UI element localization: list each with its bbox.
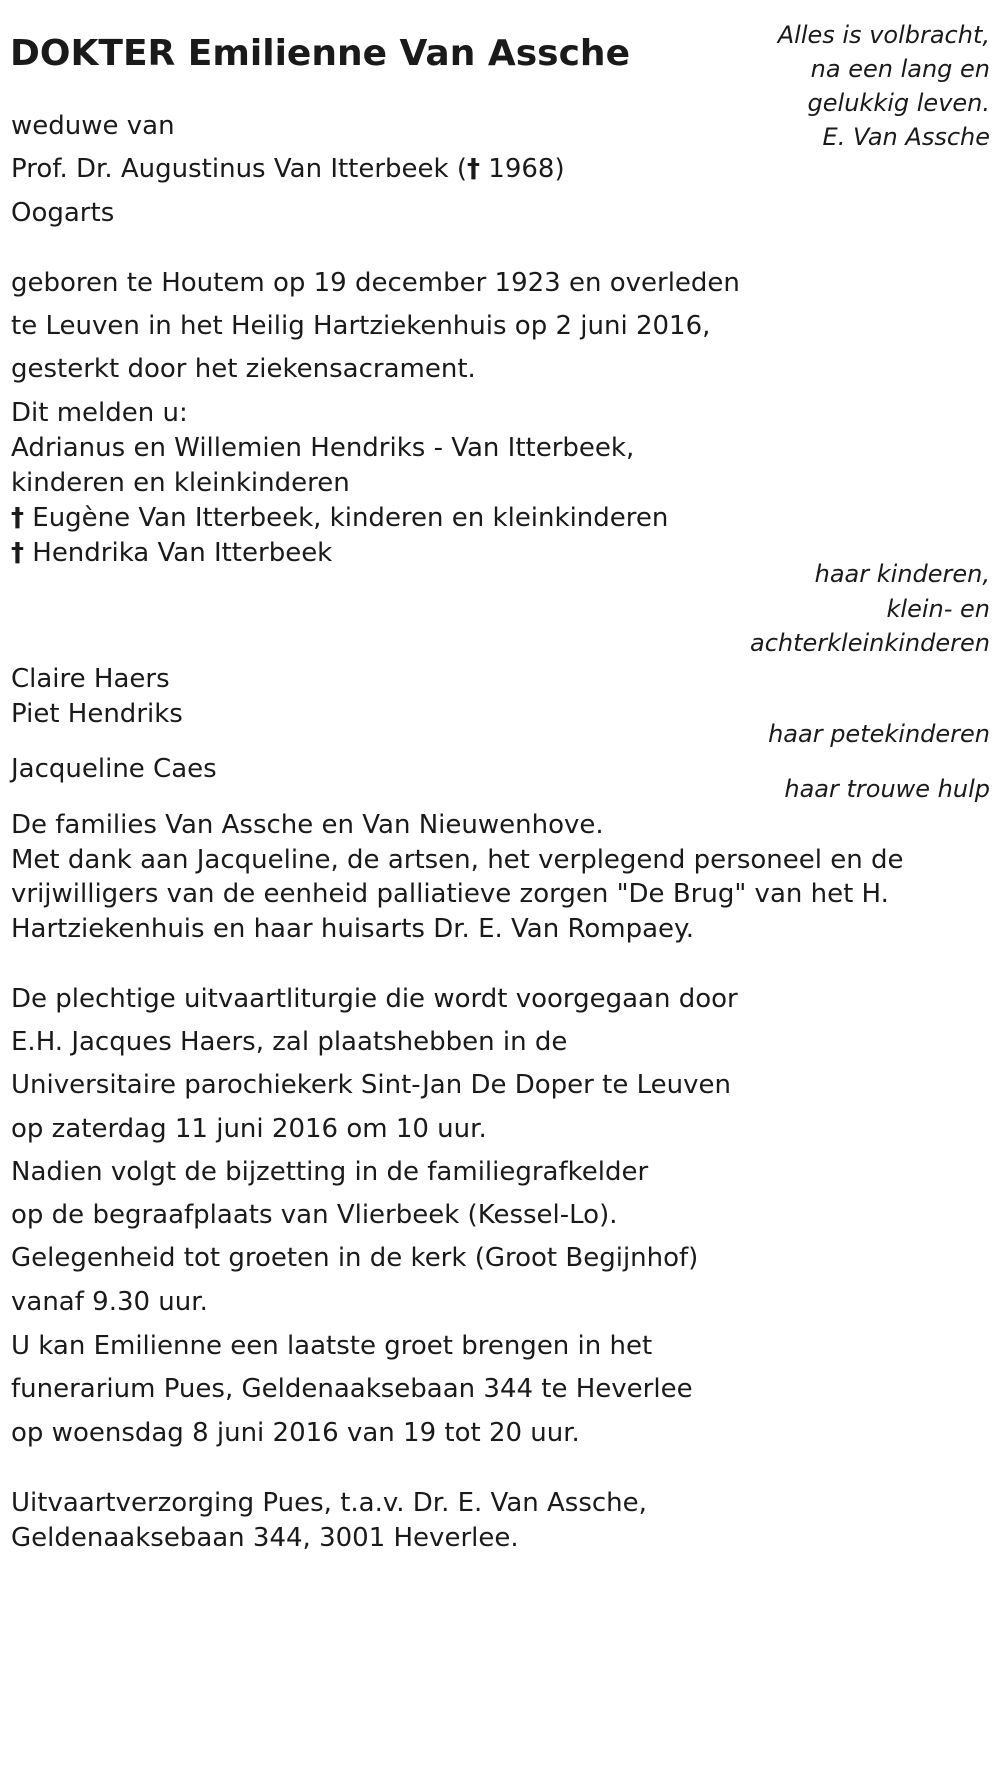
thanks-line-2: vrijwilligers van de eenheid palliatieve zorgen "De Brug" van het H. — [11, 879, 889, 909]
cross-icon: † — [11, 538, 24, 568]
godchild-2: Piet Hendriks — [11, 699, 183, 729]
spouse-profession: Oogarts — [11, 198, 115, 228]
role-children-line-1: haar kinderen, — [814, 560, 990, 588]
funeral-line-5: Nadien volgt de bijzetting in de familiegrafkelder — [11, 1157, 649, 1187]
funeral-line-11: op woensdag 8 juni 2016 van 19 tot 20 uur. — [11, 1418, 580, 1448]
thanks-line-1: Met dank aan Jacqueline, de artsen, het verplegend personeel en de — [11, 845, 904, 875]
page-title: DOKTER Emilienne Van Assche — [10, 33, 630, 74]
helper-name: Jacqueline Caes — [11, 754, 217, 784]
announcer-line-4 — [11, 536, 332, 570]
families-line: De families Van Assche en Van Nieuwenhove. — [11, 810, 604, 840]
announcer-line-3 — [11, 501, 668, 535]
role-godchildren: haar petekinderen — [768, 720, 990, 748]
funeral-line-4: op zaterdag 11 juni 2016 om 10 uur. — [11, 1114, 487, 1144]
spouse-line — [11, 152, 565, 186]
funeral-line-9: U kan Emilienne een laatste groet brengen in het — [11, 1331, 653, 1361]
thanks-line-3: Hartziekenhuis en haar huisarts Dr. E. Van Rompaey. — [11, 914, 694, 944]
death-line-1: geboren te Houtem op 19 december 1923 en overleden — [11, 268, 740, 298]
motto-line-3: gelukkig leven. — [807, 89, 990, 117]
cross-icon: † — [467, 154, 481, 184]
spouse-death-year: 1968) — [480, 154, 565, 184]
announcer-name-4: Hendrika Van Itterbeek — [24, 538, 333, 568]
spouse-name: Prof. Dr. Augustinus Van Itterbeek ( — [11, 154, 468, 184]
role-children-line-3: achterkleinkinderen — [750, 629, 990, 657]
funeral-line-3: Universitaire parochiekerk Sint-Jan De Doper te Leuven — [11, 1070, 731, 1100]
funeral-line-10: funerarium Pues, Geldenaaksebaan 344 te Heverlee — [11, 1374, 693, 1404]
announcer-line-2: kinderen en kleinkinderen — [11, 468, 350, 498]
funeral-line-7: Gelegenheid tot groeten in de kerk (Groot Begijnhof) — [11, 1243, 699, 1273]
motto-line-1: Alles is volbracht, — [777, 21, 990, 49]
announcer-line-1: Adrianus en Willemien Hendriks - Van Itterbeek, — [11, 433, 635, 463]
funeral-line-8: vanaf 9.30 uur. — [11, 1287, 208, 1317]
motto-signature: E. Van Assche — [822, 123, 990, 151]
death-line-2: te Leuven in het Heilig Hartziekenhuis op 2 juni 2016, — [11, 311, 711, 341]
funeral-line-1: De plechtige uitvaartliturgie die wordt voorgegaan door — [11, 984, 738, 1014]
motto-line-2: na een lang en — [810, 55, 990, 83]
funeral-line-6: op de begraafplaats van Vlierbeek (Kessel-Lo). — [11, 1200, 618, 1230]
contact-line-1: Uitvaartverzorging Pues, t.a.v. Dr. E. Van Assche, — [11, 1488, 647, 1518]
death-line-3: gesterkt door het ziekensacrament. — [11, 354, 476, 384]
widow-of-label: weduwe van — [11, 111, 175, 141]
announcer-name-3: Eugène Van Itterbeek, kinderen en kleinkinderen — [24, 503, 669, 533]
announcers-intro: Dit melden u: — [11, 398, 188, 428]
contact-line-2: Geldenaaksebaan 344, 3001 Heverlee. — [11, 1523, 519, 1553]
cross-icon: † — [11, 503, 24, 533]
role-helper: haar trouwe hulp — [784, 775, 990, 803]
funeral-line-2: E.H. Jacques Haers, zal plaatshebben in de — [11, 1027, 568, 1057]
role-children-line-2: klein- en — [886, 595, 990, 623]
godchild-1: Claire Haers — [11, 664, 170, 694]
